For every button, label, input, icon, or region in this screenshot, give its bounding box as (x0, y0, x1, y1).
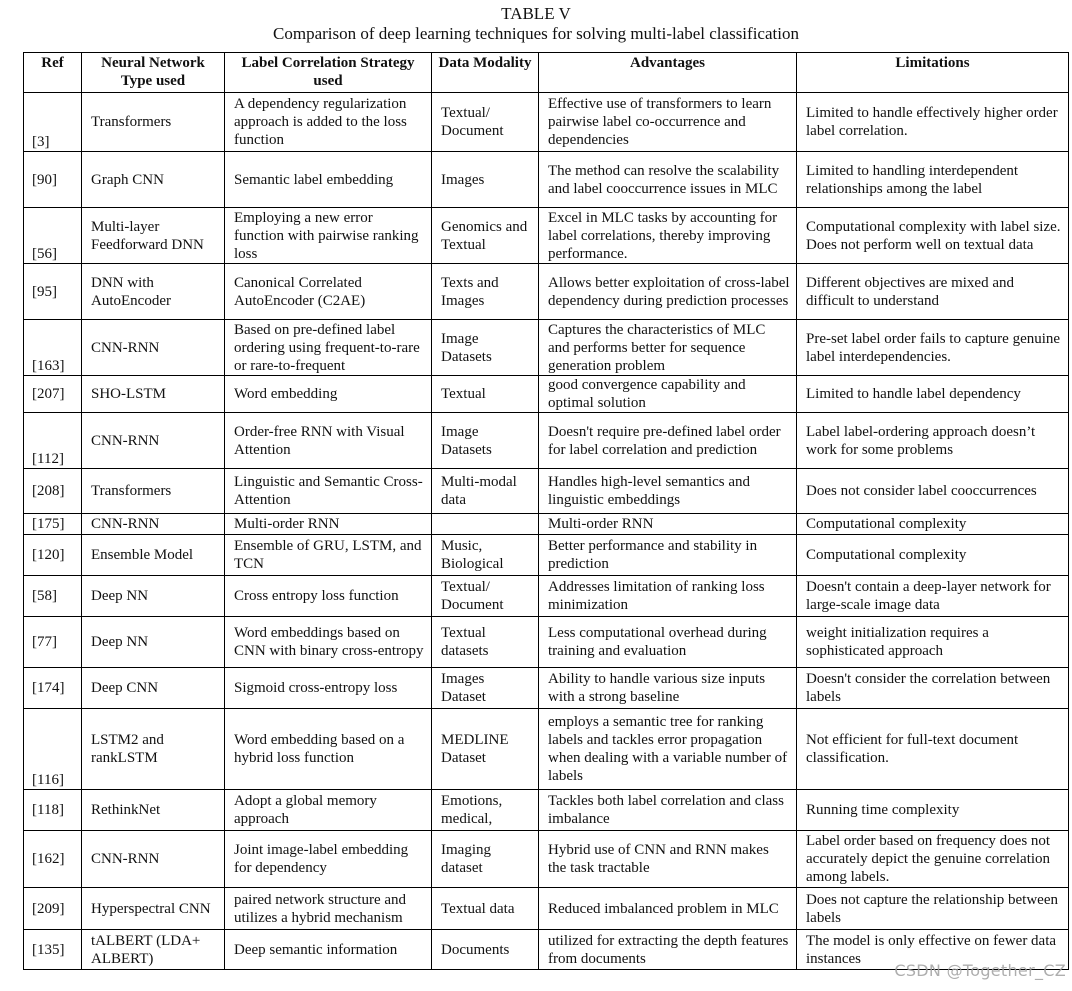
cell-ref: [174] (24, 668, 82, 709)
table-title: Comparison of deep learning techniques for solving multi-label classification (273, 24, 799, 43)
cell-advantages: Less computational overhead during training and evaluation (539, 617, 797, 668)
table-row (24, 93, 1069, 152)
cell-modality: Images Dataset (432, 668, 539, 709)
cell-nn-type: Multi-layer Feedforward DNN (82, 208, 225, 264)
table-row (24, 709, 1069, 790)
cell-ref: [120] (24, 535, 82, 576)
cell-modality: Image Datasets (432, 320, 539, 376)
cell-advantages: Reduced imbalanced problem in MLC (539, 888, 797, 930)
cell-modality: Textual/ Document (432, 576, 539, 617)
cell-strategy: Employing a new error function with pairwise ranking loss (225, 208, 432, 264)
cell-modality: Textual/ Document (432, 93, 539, 152)
cell-nn-type: Transformers (82, 93, 225, 152)
comparison-table (23, 52, 1069, 970)
cell-modality: Images (432, 152, 539, 208)
cell-limitations: Label order based on frequency does not accurately depict the genuine correlation among labels. (797, 831, 1069, 888)
cell-ref: [135] (24, 930, 82, 970)
cell-modality: Image Datasets (432, 413, 539, 469)
cell-limitations: Not efficient for full-text document classification. (797, 709, 1069, 790)
cell-strategy: A dependency regularization approach is added to the loss function (225, 93, 432, 152)
cell-advantages: Better performance and stability in prediction (539, 535, 797, 576)
cell-limitations: Computational complexity (797, 535, 1069, 576)
cell-nn-type: SHO-LSTM (82, 376, 225, 413)
cell-strategy: Ensemble of GRU, LSTM, and TCN (225, 535, 432, 576)
header-modality: Data Modality (432, 53, 539, 93)
cell-nn-type: tALBERT (LDA+ ALBERT) (82, 930, 225, 970)
cell-modality: Genomics and Textual (432, 208, 539, 264)
cell-advantages: Effective use of transformers to learn pairwise label co-occurrence and dependencies (539, 93, 797, 152)
table-row (24, 617, 1069, 668)
cell-strategy: Cross entropy loss function (225, 576, 432, 617)
table-row (24, 208, 1069, 264)
cell-limitations: The model is only effective on fewer data instances (797, 930, 1069, 970)
cell-ref: [56] (24, 208, 82, 264)
cell-advantages: Allows better exploitation of cross-label dependency during prediction processes (539, 264, 797, 320)
cell-nn-type: LSTM2 and rankLSTM (82, 709, 225, 790)
cell-ref: [90] (24, 152, 82, 208)
cell-advantages: Ability to handle various size inputs with a strong baseline (539, 668, 797, 709)
cell-ref: [58] (24, 576, 82, 617)
header-advantages: Advantages (539, 53, 797, 93)
cell-limitations: Different objectives are mixed and difficult to understand (797, 264, 1069, 320)
cell-nn-type: DNN with AutoEncoder (82, 264, 225, 320)
cell-strategy: Deep semantic information (225, 930, 432, 970)
cell-modality: Textual datasets (432, 617, 539, 668)
table-row (24, 264, 1069, 320)
cell-strategy: Adopt a global memory approach (225, 790, 432, 831)
cell-advantages: The method can resolve the scalability and label cooccurrence issues in MLC (539, 152, 797, 208)
cell-ref: [207] (24, 376, 82, 413)
cell-limitations: Computational complexity with label size. Does not perform well on textual data (797, 208, 1069, 264)
cell-strategy: Word embeddings based on CNN with binary cross-entropy (225, 617, 432, 668)
cell-nn-type: Ensemble Model (82, 535, 225, 576)
cell-modality: Music, Biological (432, 535, 539, 576)
table-label: TABLE V (501, 4, 571, 23)
table-row (24, 535, 1069, 576)
cell-advantages: Hybrid use of CNN and RNN makes the task tractable (539, 831, 797, 888)
cell-strategy: Sigmoid cross-entropy loss (225, 668, 432, 709)
cell-ref: [163] (24, 320, 82, 376)
cell-ref: [209] (24, 888, 82, 930)
cell-nn-type: Deep CNN (82, 668, 225, 709)
cell-ref: [116] (24, 709, 82, 790)
cell-advantages: Captures the characteristics of MLC and performs better for sequence generation problem (539, 320, 797, 376)
cell-limitations: Doesn't consider the correlation between labels (797, 668, 1069, 709)
cell-strategy: Semantic label embedding (225, 152, 432, 208)
cell-limitations: Running time complexity (797, 790, 1069, 831)
cell-strategy: Canonical Correlated AutoEncoder (C2AE) (225, 264, 432, 320)
cell-advantages: Excel in MLC tasks by accounting for label correlations, thereby improving performance. (539, 208, 797, 264)
cell-advantages: Tackles both label correlation and class imbalance (539, 790, 797, 831)
cell-advantages: Handles high-level semantics and linguistic embeddings (539, 469, 797, 514)
cell-ref: [118] (24, 790, 82, 831)
table-row (24, 514, 1069, 535)
cell-modality: Multi-modal data (432, 469, 539, 514)
cell-ref: [162] (24, 831, 82, 888)
cell-nn-type: CNN-RNN (82, 413, 225, 469)
table-row (24, 469, 1069, 514)
cell-advantages: good convergence capability and optimal solution (539, 376, 797, 413)
cell-strategy: paired network structure and utilizes a hybrid mechanism (225, 888, 432, 930)
cell-nn-type: CNN-RNN (82, 320, 225, 376)
table-row (24, 320, 1069, 376)
cell-ref: [175] (24, 514, 82, 535)
cell-limitations: Pre-set label order fails to capture genuine label interdependencies. (797, 320, 1069, 376)
cell-modality: Texts and Images (432, 264, 539, 320)
cell-limitations: Does not capture the relationship between labels (797, 888, 1069, 930)
cell-limitations: Label label-ordering approach doesn’t work for some problems (797, 413, 1069, 469)
cell-nn-type: Deep NN (82, 617, 225, 668)
table-row (24, 576, 1069, 617)
cell-advantages: Doesn't require pre-defined label order for label correlation and prediction (539, 413, 797, 469)
cell-strategy: Joint image-label embedding for dependency (225, 831, 432, 888)
cell-ref: [208] (24, 469, 82, 514)
table-row (24, 376, 1069, 413)
cell-limitations: weight initialization requires a sophisticated approach (797, 617, 1069, 668)
cell-nn-type: CNN-RNN (82, 831, 225, 888)
cell-modality: Emotions, medical, (432, 790, 539, 831)
header-limitations: Limitations (797, 53, 1069, 93)
table-row (24, 888, 1069, 930)
cell-strategy: Order-free RNN with Visual Attention (225, 413, 432, 469)
cell-limitations: Limited to handling interdependent relationships among the label (797, 152, 1069, 208)
cell-ref: [77] (24, 617, 82, 668)
cell-limitations: Doesn't contain a deep-layer network for large-scale image data (797, 576, 1069, 617)
cell-limitations: Computational complexity (797, 514, 1069, 535)
cell-limitations: Limited to handle effectively higher order label correlation. (797, 93, 1069, 152)
header-ref: Ref (24, 53, 82, 93)
header-row (24, 53, 1069, 93)
table-row (24, 152, 1069, 208)
cell-advantages: employs a semantic tree for ranking labels and tackles error propagation when dealing with a variable number of labels (539, 709, 797, 790)
header-strategy: Label Correlation Strategy used (225, 53, 432, 93)
header-nn-type: Neural Network Type used (82, 53, 225, 93)
cell-advantages: Addresses limitation of ranking loss minimization (539, 576, 797, 617)
cell-advantages: utilized for extracting the depth features from documents (539, 930, 797, 970)
cell-nn-type: CNN-RNN (82, 514, 225, 535)
cell-modality: MEDLINE Dataset (432, 709, 539, 790)
cell-nn-type: Deep NN (82, 576, 225, 617)
cell-nn-type: RethinkNet (82, 790, 225, 831)
cell-modality: Textual (432, 376, 539, 413)
cell-nn-type: Transformers (82, 469, 225, 514)
cell-modality: Imaging dataset (432, 831, 539, 888)
table-row (24, 668, 1069, 709)
watermark: CSDN @Together_CZ (894, 961, 1066, 980)
table-row (24, 413, 1069, 469)
table-body (24, 93, 1069, 970)
cell-limitations: Does not consider label cooccurrences (797, 469, 1069, 514)
cell-modality: Textual data (432, 888, 539, 930)
cell-strategy: Linguistic and Semantic Cross-Attention (225, 469, 432, 514)
cell-modality (432, 514, 539, 535)
cell-modality: Documents (432, 930, 539, 970)
cell-strategy: Word embedding based on a hybrid loss function (225, 709, 432, 790)
cell-ref: [3] (24, 93, 82, 152)
cell-advantages: Multi-order RNN (539, 514, 797, 535)
cell-ref: [112] (24, 413, 82, 469)
table-row (24, 831, 1069, 888)
cell-strategy: Multi-order RNN (225, 514, 432, 535)
cell-strategy: Word embedding (225, 376, 432, 413)
cell-limitations: Limited to handle label dependency (797, 376, 1069, 413)
cell-strategy: Based on pre-defined label ordering using frequent-to-rare or rare-to-frequent (225, 320, 432, 376)
cell-nn-type: Graph CNN (82, 152, 225, 208)
cell-ref: [95] (24, 264, 82, 320)
table-row (24, 790, 1069, 831)
cell-nn-type: Hyperspectral CNN (82, 888, 225, 930)
